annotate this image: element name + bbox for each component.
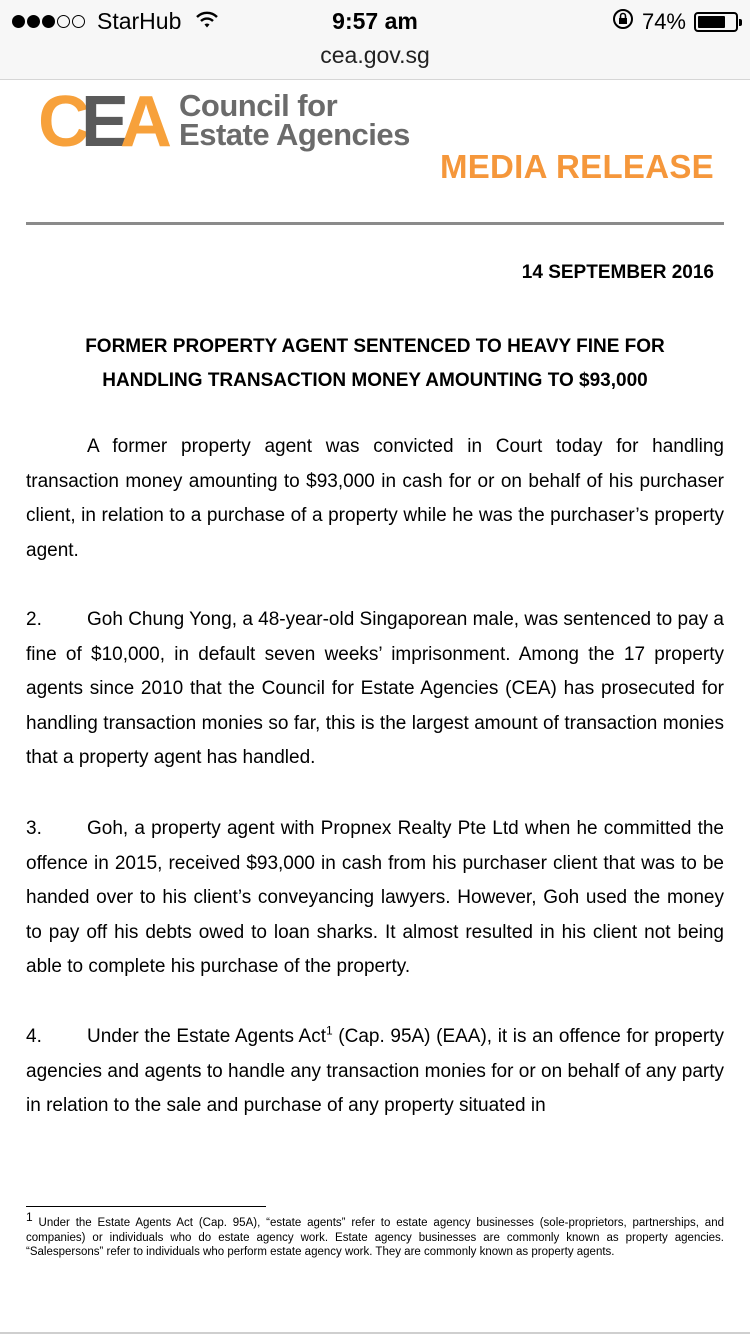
- release-date: 14 SEPTEMBER 2016: [521, 262, 714, 283]
- footnote: [26, 1210, 724, 1260]
- logo-line-1: Council for: [179, 88, 338, 123]
- footnote-marker: 1: [26, 1210, 33, 1225]
- headline: [26, 330, 724, 398]
- carrier-name: StarHub: [97, 8, 182, 34]
- rotation-lock-icon: [612, 8, 634, 36]
- paragraph-text-start: Under the Estate Agents Act: [87, 1026, 326, 1047]
- footnote-text: Under the Estate Agents Act (Cap. 95A), “estate agents” refer to estate agency businesses (sole-proprietors, partnerships, and companies) or individuals who do estate agency work. Estate agency businesses are commonly known as property agencies. “Salespersons” refer to individuals who perform estate agency work. They are commonly known as property agents.: [26, 1217, 724, 1258]
- cea-logo-mark: [38, 82, 164, 162]
- paragraph-3: [26, 812, 724, 985]
- logo-line-2: Estate Agencies: [179, 117, 410, 152]
- headline-line-2: HANDLING TRANSACTION MONEY AMOUNTING TO $93,000: [102, 370, 648, 391]
- paragraph-text-rest: (Cap. 95A) (EAA), it is an offence for property agencies and agents to handle any transaction monies for or on behalf of any party in relation to the sale and purchase of any property situated in: [26, 1026, 724, 1116]
- paragraph-2: [26, 603, 724, 776]
- battery-percent: 74%: [641, 9, 686, 34]
- paragraph-number: 3.: [26, 818, 42, 839]
- media-release-label: MEDIA RELEASE: [439, 148, 714, 185]
- logo-wordmark: [179, 88, 410, 152]
- logo-letter-e: E: [81, 82, 121, 162]
- footnote-divider: [26, 1206, 266, 1207]
- clock: 9:57 am: [332, 8, 418, 34]
- footnote-reference[interactable]: 1: [326, 1023, 333, 1038]
- paragraph-text: Goh Chung Yong, a 48-year-old Singaporean male, was sentenced to pay a fine of $10,000, in default seven weeks’ imprisonment. Among the 17 property agents since 2010 that the Council for Estate Agencies (CEA) has prosecuted for handling transaction monies so far, this is the largest amount of transaction monies that a property agent has handled.: [26, 609, 724, 768]
- battery-area: [612, 8, 738, 36]
- logo-letter-a: A: [120, 82, 164, 162]
- paragraph-1: A former property agent was convicted in Court today for handling transaction money amounting to $93,000 in cash for or on behalf of his purchaser client, in relation to a purchase of a property while he was the purchaser’s property agent.: [26, 436, 724, 561]
- url-bar[interactable]: cea.gov.sg: [320, 42, 430, 68]
- header-divider: [26, 222, 724, 225]
- paragraph-number: 2.: [26, 609, 42, 630]
- headline-line-1: FORMER PROPERTY AGENT SENTENCED TO HEAVY FINE FOR: [85, 336, 665, 357]
- cea-logo: [38, 82, 410, 162]
- status-bar: [0, 6, 750, 38]
- battery-icon: [694, 12, 738, 32]
- paragraph-number: 4.: [26, 1026, 42, 1047]
- browser-chrome: [0, 0, 750, 80]
- paragraph-4: [26, 1020, 724, 1124]
- paragraph-text: Goh, a property agent with Propnex Realty Pte Ltd when he committed the offence in 2015, received $93,000 in cash from his purchaser client that was to be handed over to his client’s conveyancing lawyers. However, Goh used the money to pay off his debts owed to loan sharks. It almost resulted in his client not being able to complete his purchase of the property.: [26, 818, 724, 977]
- battery-fill: [698, 16, 725, 28]
- logo-letter-c: C: [38, 82, 81, 162]
